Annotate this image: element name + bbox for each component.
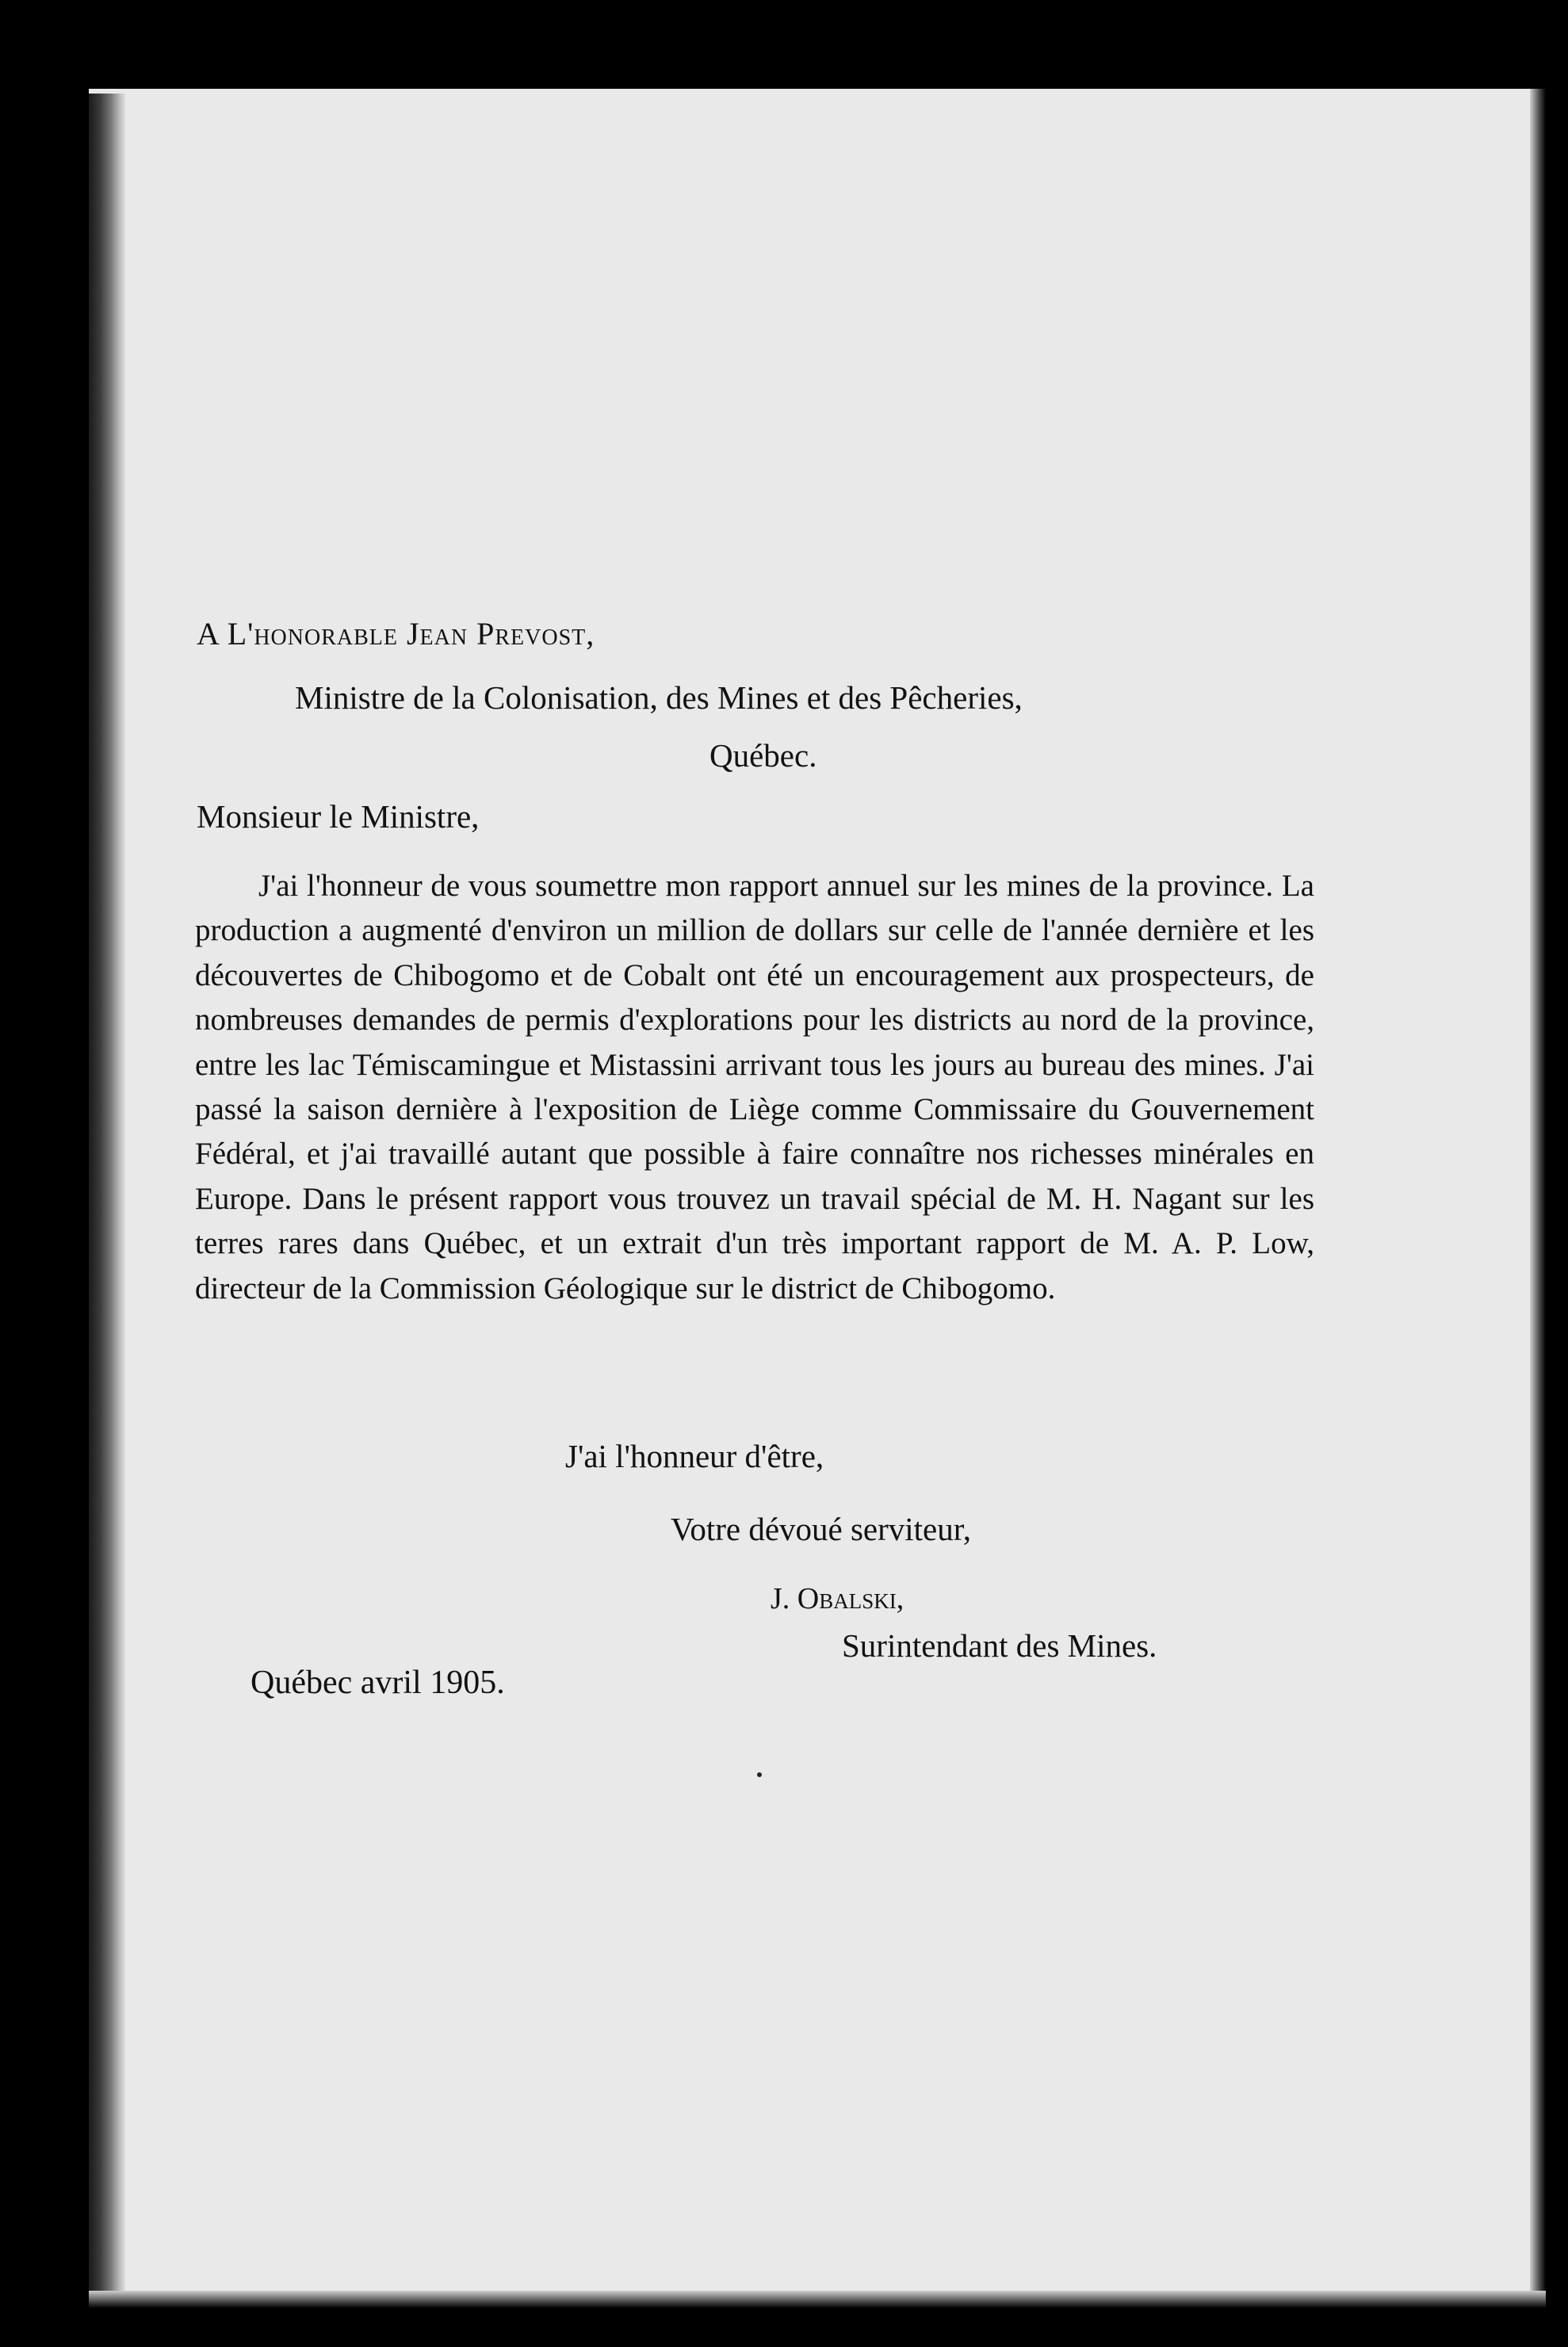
ink-speck	[757, 1772, 762, 1777]
addressee-ministry: Ministre de la Colonisation, des Mines et des Pêcheries,	[295, 679, 1023, 716]
dateline: Québec avril 1905.	[250, 1665, 505, 1701]
addressee	[197, 618, 595, 650]
signature-name: J. Obalski,	[771, 1582, 904, 1615]
addressee-name: L'honorable Jean Prevost,	[227, 616, 595, 652]
addressee-prefix: A	[197, 616, 219, 652]
signer-title: Surintendant des Mines.	[842, 1627, 1157, 1664]
valediction: Votre dévoué serviteur,	[671, 1511, 972, 1547]
letter-body: J'ai l'honneur de vous soumettre mon rapport annuel sur les mines de la province. La production a augmenté d'environ un million de dollars sur celle de l'année dernière et les découvertes de Chibogomo et de Cobalt ont été un encouragement aux prospecteurs, de nombreuses demandes de permis d'explorations pour les districts au nord de la province, entre les lac Témiscamingue et Mistassini arrivant tous les jours au bureau des mines. J'ai passé la saison dernière à l'exposition de Liège comme Commissaire du Gouvernement Fédéral, et j'ai travaillé autant que possible à faire connaître nos richesses minérales en Europe. Dans le présent rapport vous trouvez un travail spécial de M. H. Nagant sur les terres rares dans Québec, et un extrait d'un très important rapport de M. A. P. Low, directeur de la Commission Géologique sur le district de Chibogomo.	[195, 869, 1314, 1305]
closing-line: J'ai l'honneur d'être,	[565, 1438, 824, 1474]
addressee-city: Québec.	[709, 737, 817, 774]
salutation: Monsieur le Ministre,	[197, 798, 480, 835]
